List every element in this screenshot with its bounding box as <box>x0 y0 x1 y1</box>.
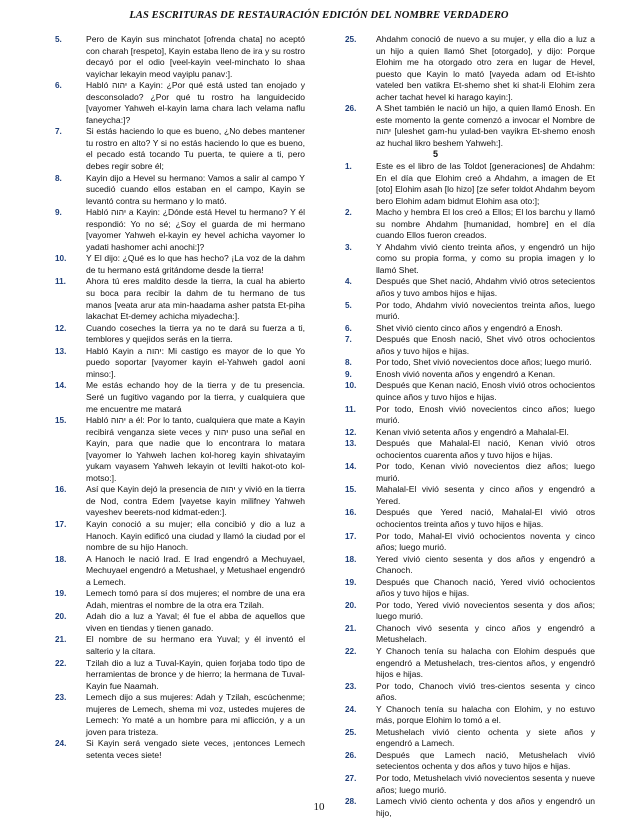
verse-text: Ahdahm conoció de nuevo a su mujer, y ella dio a luz a un hijo a quien llamó Shet [otorgado], y dijo: Porque Elohim me ha otorgado otro zera en lugar de Hevel, puesto que Kayin lo mató [vayeda adam od Et-ishto vateled ben vatikra Et-shemo shet ki shat-li Elohim zera acher tachat hevel ki harago kayin:]. <box>376 34 595 102</box>
verse-text: Así que Kayin dejó la presencia de יהוה y vivió en la tierra de Nod, contra Edem [vayetse kayin milifney Yahweh vayeshev beerets-nod kidmat-eden:]. <box>86 484 305 518</box>
verse-text: Por todo, Yered vivió novecientos sesenta y dos años; luego murió. <box>376 599 595 622</box>
verse-number: 13. <box>55 346 67 356</box>
verse-text: Después que Yered nació, Mahalal-El vivió otros ochocientos treinta años y tuvo hijos e hijas. <box>376 507 595 529</box>
verse-number: 19. <box>55 589 67 599</box>
verse-number: 25. <box>345 35 357 44</box>
page-number: 10 <box>313 801 325 813</box>
verse <box>345 242 595 277</box>
verse <box>345 380 595 403</box>
verse <box>55 173 305 208</box>
verse-number: 9. <box>345 369 352 379</box>
verse <box>345 507 595 530</box>
verse-number: 1. <box>345 162 352 172</box>
verse-text: Shet vivió ciento cinco años y engendró a Enosh. <box>376 322 563 333</box>
verse-text: Chanoch vivó sesenta y cinco años y engendró a Metushelach. <box>376 622 595 645</box>
verse <box>345 438 595 461</box>
verse <box>345 334 595 357</box>
verse-number: 4. <box>345 277 352 287</box>
verse-number: 25. <box>345 727 357 737</box>
verse-text: El nombre de su hermano era Yuval; y él inventó el salterio y la cítara. <box>86 634 305 656</box>
verse-text: Por todo, Metushelach vivió novecientos sesenta y nueve años; luego murió. <box>376 773 595 795</box>
verse-number: 28. <box>345 797 357 807</box>
verse-number: 15. <box>55 416 67 426</box>
verse-number: 24. <box>55 739 67 749</box>
verse <box>55 346 305 381</box>
verse <box>345 623 595 646</box>
verse-text: Después que Kenan nació, Enosh vivió otros ochocientos quince años y tuvo hijos e hijas. <box>376 380 595 402</box>
verse-text: Lemech dijo a sus mujeres: Adah y Tzilah, escúchenme; mujeres de Lemech, shema mi voz, ustedes mujeres de Lemech: Yo maté a un hombre para mi aflicción, y a un joven para tristeza. <box>86 692 305 737</box>
verse-text: Después que Lamech nació, Metushelach vivió setecientos ochenta y dos años y tuvo hijos e hijas. <box>376 749 595 772</box>
verse-text: Kayin dijo a Hevel su hermano: Vamos a salir al campo Y sucedió cuando ellos estaban en el campo, Kayin se levantó contra su hermano y lo mató. <box>86 172 305 206</box>
verse-number: 3. <box>345 242 352 252</box>
verse <box>345 750 595 773</box>
verse <box>345 554 595 577</box>
verse <box>55 611 305 634</box>
verse-number: 12. <box>55 323 67 333</box>
verse-text: Este es el libro de las Toldot [generaciones] de Ahdahm: En el día que Elohim creó a Ahdahm, a imagen de Et [oto] Elohim asah [lo hizo] [ze sefer toldot Ahdahm beyom bero Elohim adam bidmut Elohim asa oto:]; <box>376 161 595 206</box>
verse <box>55 692 305 738</box>
verse-text: Y Ahdahm vivió ciento treinta años, y engendró un hijo como su propia forma, y como su propia imagen y lo llamó Shet. <box>376 241 595 275</box>
verse-number: 7. <box>345 335 352 345</box>
verse-text: Y El dijo: ¿Qué es lo que has hecho? ¡La voz de la dahm de tu hermano está gritándome desde la tierra! <box>86 253 305 275</box>
verse-text: Cuando coseches la tierra ya no te dará su fuerza a ti, temblores y quejidos serás en la tierra. <box>86 322 305 345</box>
verse <box>345 369 595 381</box>
verse-text: Por todo, Ahdahm vivió novecientos treinta años, luego murió. <box>376 299 595 322</box>
verse-text: Lemech tomó para sí dos mujeres; el nombre de una era Adah, mientras el nombre de la otra era Tzilah. <box>86 588 305 610</box>
verse-number: 5. <box>55 35 62 44</box>
verse-text: A Shet también le nació un hijo, a quien llamó Enosh. En este momento la gente comenzó a invocar el Nombre de יהוה [uleshet gam-hu yulad-ben vayikra Et-shemo enosh az huchal likro beshem Yahweh:]. <box>376 103 595 148</box>
verse <box>55 554 305 589</box>
verse <box>55 519 305 554</box>
verse-number: 17. <box>345 531 357 541</box>
verse-text: Habló Kayin a יהוה: Mi castigo es mayor de lo que Yo puedo soportar [vayomer kayin el-Yahweh gadol aoni minso:]. <box>86 345 305 379</box>
verse <box>345 323 595 335</box>
verse-text: Metushelach vivió ciento ochenta y siete años y engendró a Lamech. <box>376 726 595 749</box>
verse <box>55 276 305 322</box>
verse-number: 8. <box>55 173 62 183</box>
verse <box>55 207 305 253</box>
verse <box>345 357 595 369</box>
verse-text: Kayin conoció a su mujer; ella concibió y dio a luz a Hanoch. Kayin edificó una ciudad y llamó la ciudad por el nombre de su hijo Hanoch. <box>86 518 305 553</box>
verse <box>55 484 305 519</box>
verse-number: 6. <box>345 323 352 333</box>
verse <box>345 207 595 242</box>
verse-text: Me estás echando hoy de la tierra y de tu presencia. Seré un fugitivo vagando por la tierra, y cualquiera que me encuentre me matará <box>86 380 305 414</box>
verse-number: 2. <box>345 208 352 218</box>
verse <box>55 380 305 415</box>
verse <box>55 126 305 172</box>
verse-number: 7. <box>55 127 62 137</box>
verse <box>55 588 305 611</box>
verse <box>345 103 595 149</box>
right-column <box>345 34 595 819</box>
verse <box>345 34 595 103</box>
verse <box>55 253 305 276</box>
verse-text: Después que Mahalal-El nació, Kenan vivió otros ochocientos cuarenta años y tuvo hijos e hijas. <box>376 438 595 460</box>
verse <box>345 646 595 681</box>
verse-number: 20. <box>55 612 67 622</box>
verse-text: A Hanoch le nació Irad. E Irad engendró a Mechuyael, Mechuyael engendró a Metushael, y Metushael engendró a Lemech. <box>86 553 305 587</box>
verse-text: Si estás haciendo lo que es bueno, ¿No debes mantener tu rostro en alto? Y si no estás haciendo lo que es bueno, el pecado está tocando Tu puerta, te quiere a ti, pero debes regir sobre él; <box>86 126 305 172</box>
verse <box>55 738 305 761</box>
verse-number: 14. <box>55 381 67 391</box>
verse-number: 18. <box>345 554 357 564</box>
verse-text: Por todo, Kenan vivió novecientos diez años; luego murió. <box>376 461 595 483</box>
verse-text: Por todo, Chanoch vivió tres-cientos sesenta y cinco años. <box>376 680 595 703</box>
verse-number: 8. <box>345 358 352 368</box>
verse <box>55 415 305 484</box>
verse-number: 24. <box>345 704 357 714</box>
verse-number: 19. <box>345 577 357 587</box>
verse <box>345 704 595 727</box>
verse-text: Ahora tú eres maldito desde la tierra, la cual ha abierto su boca para recibir la dahm de tu hermano de tus manos [veata arur ata min-haadama asher patsta Et-piha lakachat Et-demey achicha miyadecha:]. <box>86 276 305 322</box>
verse-text: Después que Shet nació, Ahdahm vivió otros setecientos años y tuvo ambos hijos e hijas. <box>376 276 595 299</box>
verse-number: 23. <box>55 693 67 703</box>
verse-text: Kenan vivió setenta años y engendró a Mahalal-El. <box>376 426 569 437</box>
verse-number: 17. <box>55 519 67 529</box>
verse-number: 21. <box>345 623 357 633</box>
verse-number: 22. <box>55 658 67 668</box>
verse-number: 10. <box>55 254 67 264</box>
verse-number: 26. <box>345 104 357 114</box>
verse <box>55 323 305 346</box>
verse-text: Después que Enosh nació, Shet vivó otros ochocientos años y tuvo hijos e hijas. <box>376 334 595 356</box>
verse-number: 22. <box>345 646 357 656</box>
verse <box>55 634 305 657</box>
verse-text: Por todo, Enosh vivió novecientos cinco años; luego murió. <box>376 403 595 426</box>
verse-number: 14. <box>345 462 357 472</box>
verse-text: Habló יהוה a Kayin: ¿Dónde está Hevel tu hermano? Y él respondió: Yo no sé; ¿Soy el guarda de mi hermano [vayomer Yahweh el-kayin ey hevel achicha vayomer lo yadati hashomer achi anochi:]? <box>86 207 305 252</box>
verse-text: Pero de Kayin sus minchatot [ofrenda chata] no aceptó con charah [respeto], Kayin estaba lleno de ira y su rostro decayó por el odio [veel-kayin veel-minchato lo shaa vayichar lekayin meod vayiplu panav:]. <box>86 34 305 79</box>
verse-number: 11. <box>55 277 66 287</box>
verse-text: Por todo, Mahal-El vivió ochocientos noventa y cinco años; luego murió. <box>376 530 595 553</box>
verse <box>345 404 595 427</box>
verse-number: 12. <box>345 427 357 437</box>
verse-text: Yered vivió ciento sesenta y dos años y engendró a Chanoch. <box>376 553 595 576</box>
verse <box>345 300 595 323</box>
verse-number: 26. <box>345 750 357 760</box>
verse-number: 16. <box>345 508 357 518</box>
verse-number: 21. <box>55 635 67 645</box>
verse-text: Habló יהוה a Kayin: ¿Por qué está usted tan enojado y desconsolado? ¿Por qué tu rostro ha languidecido [vayomer Yahweh el-kayin lama chara lach velama naflu faneycha:]? <box>86 80 305 125</box>
verse-number: 27. <box>345 774 357 783</box>
verse-number: 16. <box>55 485 67 495</box>
verse-number: 6. <box>55 81 62 91</box>
verse <box>55 34 305 80</box>
verse-text: Después que Chanoch nació, Yered vivió ochocientos años y tuvo hijos e hijas. <box>376 576 595 599</box>
verse <box>345 727 595 750</box>
verse-text: Enosh vivió noventa años y engendró a Kenan. <box>376 368 556 379</box>
chapter-number: 5 <box>433 149 439 160</box>
verse-number: 18. <box>55 554 67 564</box>
verse <box>345 773 595 796</box>
verse <box>345 531 595 554</box>
verse-text: Mahalal-El vivió sesenta y cinco años y engendró a Yered. <box>376 484 595 506</box>
verse-text: Lamech vivió ciento ochenta y dos años y engendró un hijo, <box>376 796 595 818</box>
verse-text: Macho y hembra El los creó a Ellos; El los barchu y llamó su nombre Ahdahm [humanidad, hombre] en el día cuando Ellos fueron creados. <box>376 207 595 241</box>
verse <box>345 681 595 704</box>
verse-text: Y Chanoch tenía su halacha con Elohim después que engendró a Metushelach, tres-cientos años, y engendró hijos e hijas. <box>376 645 595 680</box>
verse <box>345 577 595 600</box>
verse <box>55 658 305 693</box>
verse-text: Adah dio a luz a Yaval; él fue el abba de aquellos que viven en tiendas y tienen ganado. <box>86 611 305 633</box>
verse-text: Y Chanoch tenía su halacha con Elohim, y no estuvo más, porque Elohim lo tomó a el. <box>376 703 595 726</box>
verse <box>345 427 595 439</box>
page-header: LAS ESCRITURAS DE RESTAURACIÓN EDICIÓN DEL NOMBRE VERDADERO <box>129 10 509 21</box>
verse-number: 13. <box>345 439 357 449</box>
verse <box>345 161 595 207</box>
verse-text: Tzilah dio a luz a Tuval-Kayin, quien forjaba todo tipo de herramientas de bronce y de hierro; la hermana de Tuval-Kayin fue Naamah. <box>86 657 305 691</box>
verse <box>345 484 595 507</box>
verse-number: 23. <box>345 681 357 691</box>
verse <box>55 80 305 126</box>
verse-number: 11. <box>345 404 356 414</box>
verse <box>345 461 595 484</box>
verse-number: 15. <box>345 485 357 495</box>
verse-text: Habló יהוה a él: Por lo tanto, cualquiera que mate a Kayin recibirá venganza siete veces y יהוה puso una señal en Kayin, para que nadie que lo encontrara lo matara [vayomer lo Yahweh lachen kol-horeg kayin shivatayim yukam vayasem Yahweh lekayin ot levilti hakot-oto kol-motso:]. <box>86 415 306 483</box>
verse-number: 5. <box>345 300 352 310</box>
left-column <box>55 34 305 761</box>
verse <box>345 276 595 299</box>
verse-number: 20. <box>345 600 357 610</box>
verse-number: 9. <box>55 208 62 218</box>
verse-text: Si Kayin será vengado siete veces, ¡entonces Lemech setenta veces siete! <box>86 738 305 760</box>
verse <box>345 600 595 623</box>
verse-text: Por todo, Shet vivió novecientos doce años; luego murió. <box>376 357 592 368</box>
verse-number: 10. <box>345 381 357 391</box>
